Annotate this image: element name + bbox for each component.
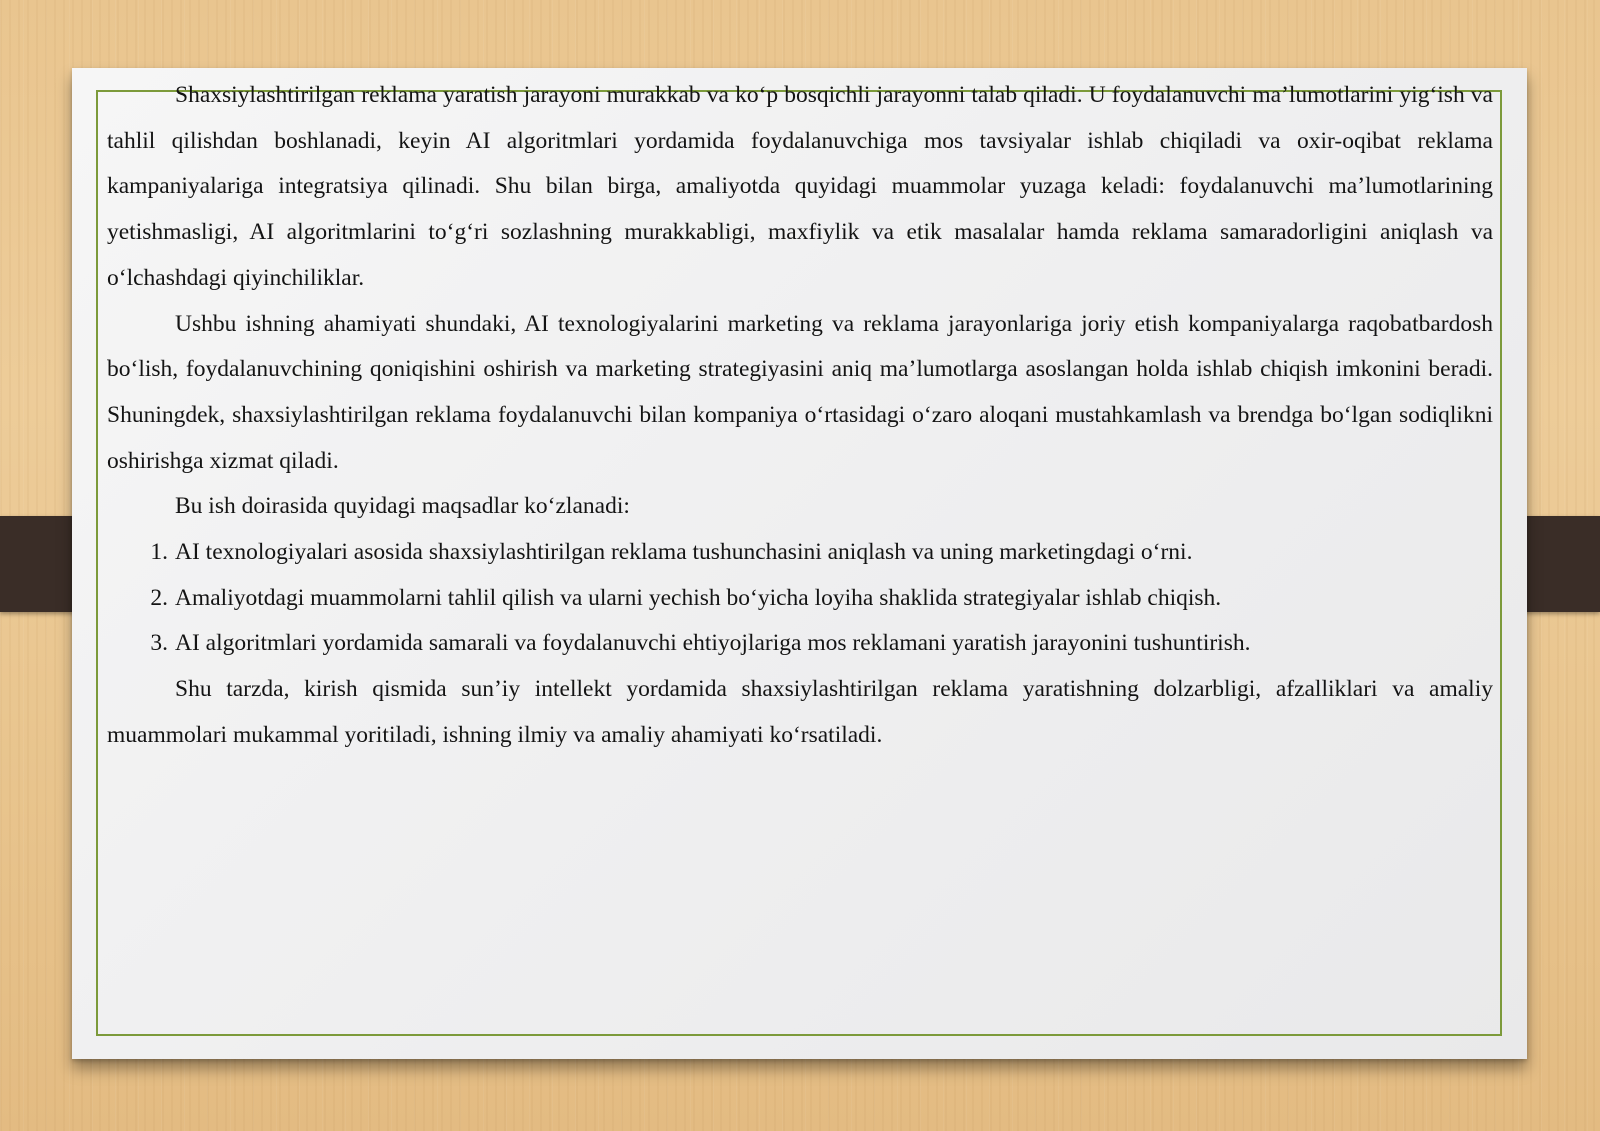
list-item-text: AI texnologiyalari asosida shaxsiylashtirilgan reklama tushunchasini aniqlash va uning marketingdagi o‘rni. bbox=[175, 539, 1193, 566]
paragraph-importance: Ushbu ishning ahamiyati shundaki, AI texnologiyalarini marketing va reklama jarayonlariga joriy etish kompaniyalarga raqobatbardosh bo‘lish, foydalanuvchining qoniqishini oshirish va marketing strategiyasini aniq ma’lumotlarga asoslangan holda ishlab chiqish imkonini beradi. Shuningdek, shaxsiylashtirilgan reklama foydalanuvchi bilan kompaniya o‘rtasidagi o‘zaro aloqani mustahkamlash va brendga bo‘lgan sodiqlikni oshirishga xizmat qiladi. bbox=[107, 310, 1493, 474]
list-item bbox=[107, 576, 1493, 622]
list-item-text: Amaliyotdagi muammolarni tahlil qilish va ularni yechish bo‘yicha loyiha shaklida strategiyalar ishlab chiqish. bbox=[175, 584, 1222, 611]
document-body bbox=[107, 73, 1493, 759]
list-item-number: 1. bbox=[150, 539, 168, 566]
list-item bbox=[107, 530, 1493, 576]
paragraph-process: Shaxsiylashtirilgan reklama yaratish jarayoni murakkab va ko‘p bosqichli jarayonni talab qiladi. U foydalanuvchi ma’lumotlarini yig‘ish va tahlil qilishdan boshlanadi, keyin AI algoritmlari yordamida foydalanuvchiga mos tavsiyalar ishlab chiqiladi va oxir-oqibat reklama kampaniyalariga integratsiya qilinadi. Shu bilan birga, amaliyotda quyidagi muammolar yuzaga keladi: foydalanuvchi ma’lumotlarining yetishmasligi, AI algoritmlarini to‘g‘ri sozlashning murakkabligi, maxfiylik va etik masalalar hamda reklama samaradorligini aniqlash va o‘lchashdagi qiyinchiliklar. bbox=[107, 82, 1493, 291]
list-item-number: 3. bbox=[150, 630, 168, 657]
paragraph-goals-intro: Bu ish doirasida quyidagi maqsadlar ko‘zlanadi: bbox=[175, 493, 630, 520]
list-item-number: 2. bbox=[150, 584, 168, 611]
goals-list bbox=[107, 530, 1493, 667]
list-item bbox=[107, 621, 1493, 667]
list-item-text: AI algoritmlari yordamida samarali va foydalanuvchi ehtiyojlariga mos reklamani yaratish jarayonini tushuntirish. bbox=[175, 630, 1251, 657]
paragraph-conclusion: Shu tarzda, kirish qismida sun’iy intellekt yordamida shaxsiylashtirilgan reklama yaratishning dolzarbligi, afzalliklari va amaliy muammolari mukammal yoritiladi, ishning ilmiy va amaliy ahamiyati ko‘rsatiladi. bbox=[107, 676, 1493, 748]
